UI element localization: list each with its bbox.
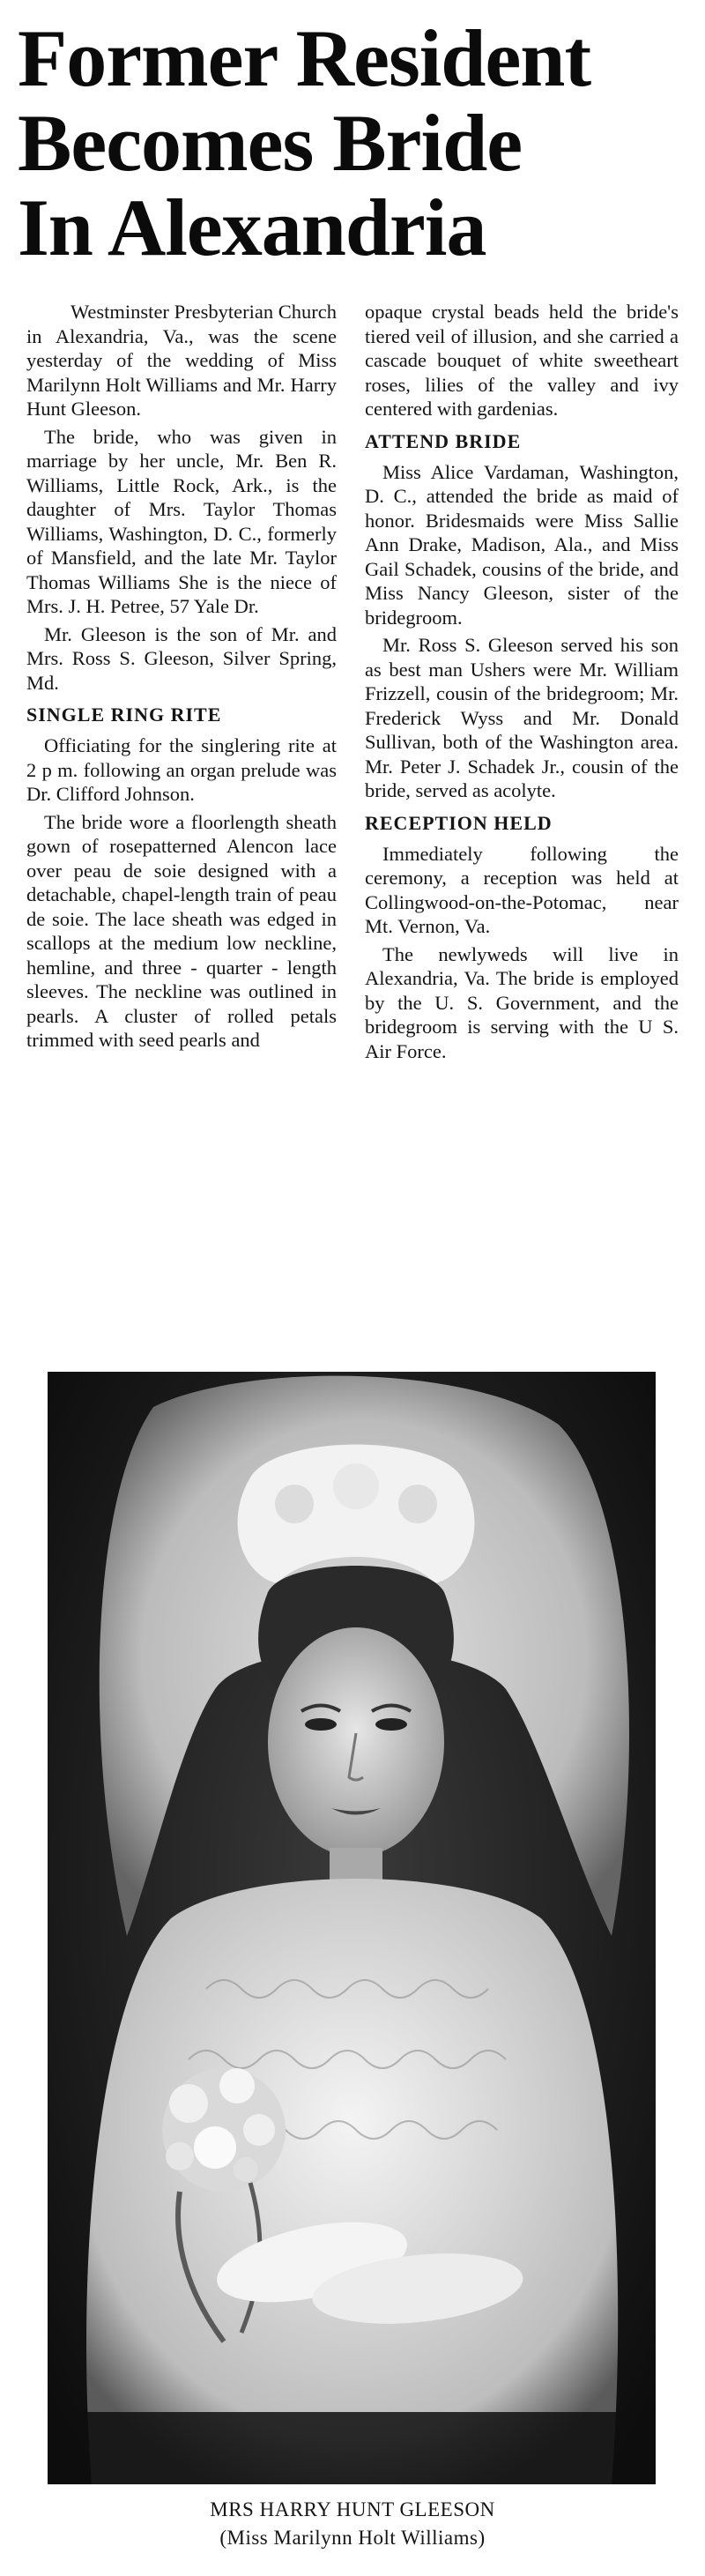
- article-paragraph: The newlyweds will live in Alexandria, Va. The bride is employed by the U. S. Government, and the bridegroom is serving with the U S. Air Force.: [365, 942, 679, 1062]
- article-paragraph: Mr. Ross S. Gleeson served his son as best man Ushers were Mr. William Frizzell, cousin of the bridegroom; Mr. Frederick Wyss and Mr. Donald Sullivan, both of the Washington area. Mr. Peter J. Schadek Jr., cousin of the bride, served as acolyte.: [365, 634, 679, 801]
- photo-caption-maiden-name: (Miss Marilynn Holt Williams): [219, 2527, 486, 2549]
- section-heading: ATTEND BRIDE: [365, 429, 522, 452]
- article-paragraph: Miss Alice Vardaman, Washington, D. C., attended the bride as maid of honor. Bridesmaids were Miss Sallie Ann Drake, Madison, Ala., and Miss Gail Schadek, cousins of the bride, and Miss Nancy Gleeson, sister of the bridegroom.: [365, 460, 679, 629]
- headline-line-1: Former Resident: [18, 13, 591, 103]
- bride-photo: [48, 1372, 656, 2484]
- bride-photo-illustration: [48, 1372, 656, 2484]
- headline-line-3: In Alexandria: [18, 182, 486, 272]
- photo-caption-name: MRS HARRY HUNT GLEESON: [210, 2498, 495, 2520]
- article-paragraph: Immediately following the ceremony, a reception was held at Collingwood-on-the-Potomac, near Mt. Vernon, Va.: [365, 842, 679, 937]
- article-paragraph: Officiating for the singlering rite at 2 p m. following an organ prelude was Dr. Clifford Johnson.: [26, 734, 337, 805]
- article-paragraph: The bride wore a floorlength sheath gown of rosepatterned Alencon lace over peau de soie designed with a detachable, chapel-length train of peau de soie. The lace sheath was edged in scallops at the medium low neckline, hemline, and three - quarter - length sleeves. The neckline was outlined in pearls. A cluster of rolled petals trimmed with seed pearls and: [26, 810, 337, 1051]
- headline-line-2: Becomes Bride: [18, 98, 523, 188]
- article-paragraph: Westminster Presbyterian Church in Alexandria, Va., was the scene yesterday of the wedding of Miss Marilynn Holt Williams and Mr. Harry Hunt Gleeson.: [26, 301, 337, 420]
- section-heading: SINGLE RING RITE: [26, 704, 222, 726]
- article-column-right: [365, 300, 679, 1067]
- article-paragraph: opaque crystal beads held the bride's tiered veil of illusion, and she carried a cascade bouquet of white sweetheart roses, lilies of the valley and ivy centered with gardenias.: [365, 301, 679, 420]
- section-heading: RECEPTION HELD: [365, 811, 553, 834]
- headline: [18, 13, 687, 272]
- article-column-left: [26, 300, 337, 1056]
- article-paragraph: The bride, who was given in marriage by her uncle, Mr. Ben R. Williams, Little Rock, Ark., is the daughter of Mrs. Taylor Thomas Williams, Washington, D. C., formerly of Mansfield, and the late Mr. Taylor Thomas Williams She is the niece of Mrs. J. H. Petree, 57 Yale Dr.: [26, 425, 337, 617]
- article-paragraph: Mr. Gleeson is the son of Mr. and Mrs. Ross S. Gleeson, Silver Spring, Md.: [26, 622, 337, 694]
